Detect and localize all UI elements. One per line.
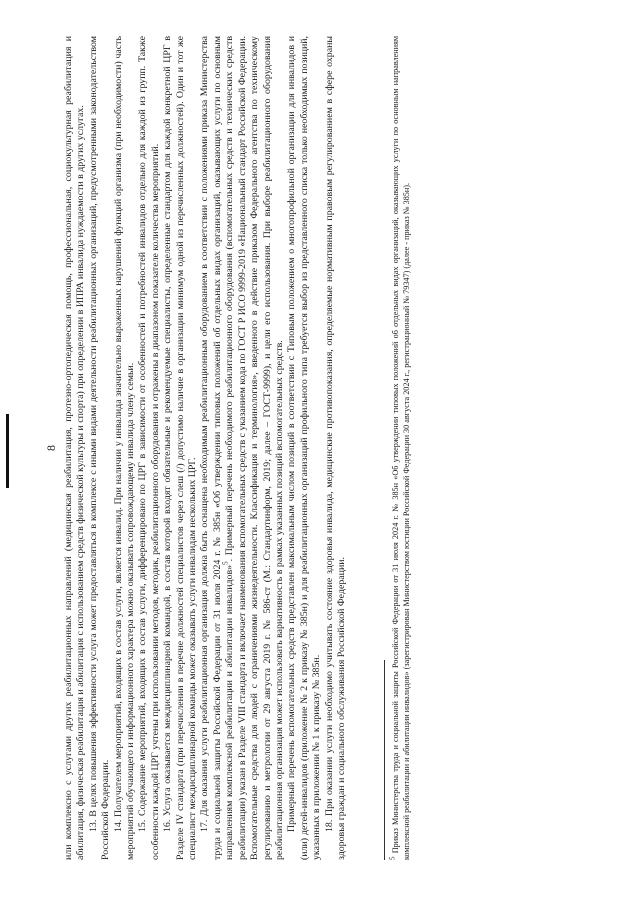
paragraph-17-text-after: . Примерный перечень необходимого реабилитационного оборудования (вспомогательных средств и технических средств реабилитации) указан в Разделе VIII стандарта и включает наименования вспомогательных средств с указанием кода по ГОСТ Р ИСО 9999-2019 «Национальный стандарт Российской Федерации. Вспомогательные средства для людей с ограничениями жизнедеятельности. Классификация и терминология», введенного в действие приказом Федерального агентства по техническому регулированию и метрологии от 29 августа 2019 г. № 586-ст (М.: Стандартинформ, 2019; далее – ГОСТ-9999), и цели его использования. При выборе реабилитационного оборудования реабилитационная организация может использовать вариативность в рамках указанных позиций вспомогательных средств. [224, 35, 285, 860]
paragraph-17-text: 17. Для оказания услуги реабилитационная организация должна быть оснащена необходимым реабилитационным оборудованием в соответствии с положениями приказа Министерства труда и социальной защиты Российской Федерации от 31 июля 2024 г. № 385н «Об утверждении типовых положений об отдельных видах организаций, оказывающих услуги по основным направлениям комплексной реабилитации и абилитации инвалидов» [199, 36, 236, 860]
paragraph-17-list-note: Примерный перечень вспомогательных средств представлен максимальным числом позиций в соответствии с Типовым положением о многопрофильной организации для инвалидов и (или) детей-инвалидов (приложение № 2 к приказу № 385н) и для реабилитационных организаций профильного типа требуется выбор из представленного списка только необходимых позиций, указанных в приложении № 1 к приказу № 385н. [286, 36, 323, 860]
paragraph-18: 18. При оказании услуги необходимо учитывать состояние здоровья инвалида, медицинские противопоказания, определяемые нормативным правовым регулированием в сфере охраны здоровья граждан и социального обслуживания Российской Федерации. [323, 36, 347, 860]
footnote-text: Приказ Министерства труда и социальной защиты Российской Федерации от 31 июля 2024 г. № 385н «Об утверждении типовых положений об отдельных видах организаций, оказывающих услуги по основным направлениям комплексной реабилитации и абилитации инвалидов» (зарегистрирован Министерством юстиции Российской Федерации 30 августа 2024 г., регистрационный № 79347) (далее - приказ № 385н). [391, 35, 411, 860]
page-number: 8 [44, 445, 58, 451]
paragraph-continued: или комплексно с услугами других реабилитационных направлений (медицинская реабилитация, протезно-ортопедическая помощь, профессиональная, социокультурная реабилитация и абилитация, физическая реабилитация и абилитация с использованием средств физической культуры и спорта) при определении в ИПРА инвалида нуждаемости в других услугах. [63, 36, 87, 860]
paragraph-13: 13. В целях повышения эффективности услуга может предоставляться в комплексе с иными видами деятельности реабилитационных организаций, предусмотренными законодательством Российской Федерации. [87, 36, 112, 860]
paragraph-14: 14. Получателем мероприятий, входящих в состав услуги, является инвалид. При наличии у инвалида значительно выраженных нарушений функций организма (при необходимости) часть мероприятий обучающего и информационного характера можно оказывать сопровождающему инвалида члену семьи. [112, 36, 137, 860]
paragraph-15: 15. Содержание мероприятий, входящих в состав услуги, дифференцировано по ЦРГ в зависимости от особенностей и потребностей инвалидов отдельно для каждой из групп. Также особенности каждой ЦРГ учтены при использовании методов, методик, реабилитационного оборудования и отражены в диапазоном показателе количества мероприятий. [137, 36, 161, 860]
footnote-divider [384, 660, 385, 860]
paragraph-17 [199, 36, 286, 860]
footnote-reference: 5 [221, 561, 230, 565]
paragraph-16: 16. Услуга оказывается междисциплинарной командой, в состав которой входят обязательные и рекомендуемые специалисты, определенные стандартом для каждой конкретной ЦРГ в Разделе IV стандарта (при перечислении в перечне должностей специалистов через слеш (/) допустимо наличие в организации минимум одной из перечисленных должностей). Один и тот же специалист междисциплинарной команды может оказывать услуги инвалидам нескольких ЦРГ. [162, 36, 199, 860]
staple-mark [6, 414, 9, 488]
footnote [388, 35, 411, 860]
footnote-marker: 5 [388, 856, 397, 860]
